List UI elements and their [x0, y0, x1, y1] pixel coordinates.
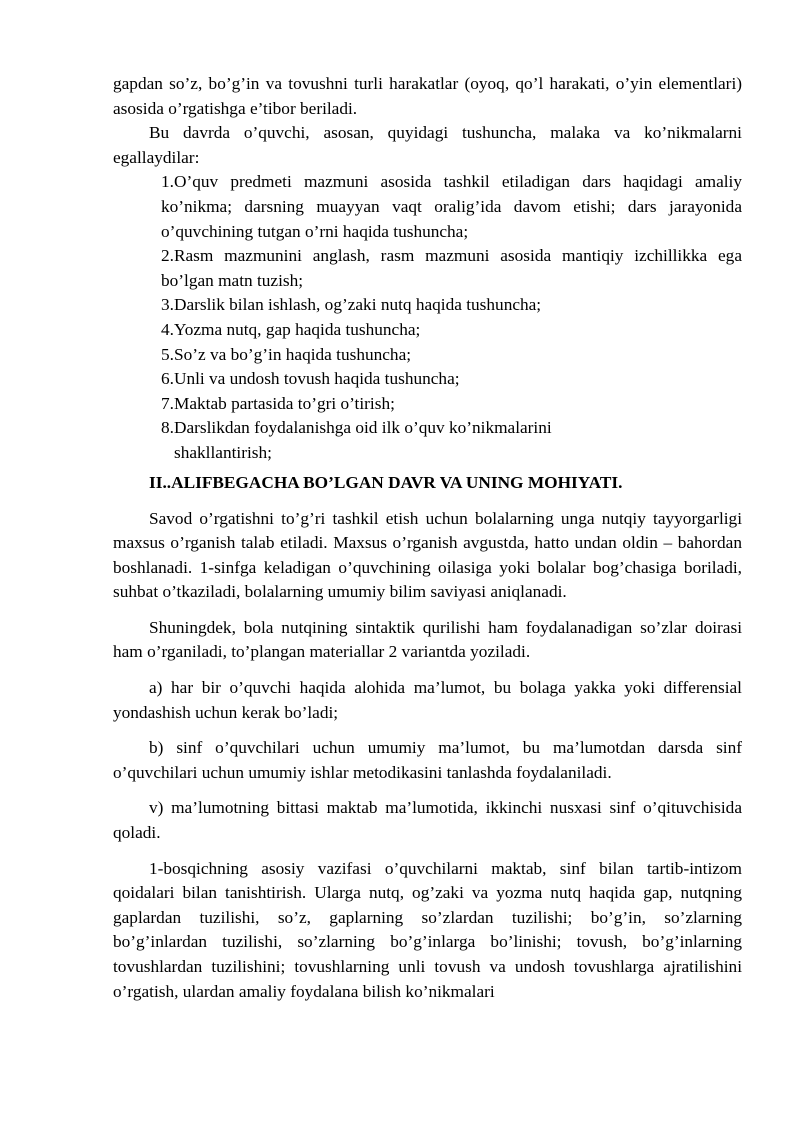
section-heading: II..ALIFBEGACHA BO’LGAN DAVR VA UNING MOHIYATI. [149, 472, 623, 492]
list-item: 1.O’quv predmeti mazmuni asosida tashkil etiladigan dars haqidagi amaliy ko’nikma; darsning muayyan vaqt oralig’ida davom etishi; dars jarayonida o’quvchining tutgan o’rni haqida tushuncha; [161, 172, 742, 241]
paragraph-6: 1-bosqichning asosiy vazifasi o’quvchilarni maktab, sinf bilan tartib-intizom qoidalari bilan tanishtirish. Ularga nutq, og’zaki va yozma nutq haqida gap, nutqning gaplardan tuzilishi, so’z, gaplarning so’zlardan tuzilishi; bo’g’in, so’zlarning bo’g’inlardan tuzilishi, so’zlarning bo’g’inlarga bo’linishi; tovush, bo’g’inlarning tovushlardan tuzilishini; tovushlarning unli tovush va undosh tovushlarga ajratilishini o’rgatish, ulardan amaliy foydalana bilish ko’nikmalari [113, 858, 742, 1001]
list-item: 3.Darslik bilan ishlash, og’zaki nutq haqida tushuncha; [161, 295, 542, 315]
skills-list [113, 170, 742, 465]
paragraph-1: Savod o’rgatishni to’g’ri tashkil etish uchun bolalarning unga nutqiy tayyorgarligi maxsus o’rganish talab etiladi. Maxsus o’rganish avgustda, hatto undan oldin – bahordan boshlanadi. 1-sinfga keladigan o’quvchining oilasiga yoki bolalar bog’chasiga boriladi, suhbat o’tkaziladi, bolalarning umumiy bilim saviyasi aniqlanadi. [113, 508, 742, 602]
list-item [161, 416, 742, 465]
paragraph-5: v) ma’lumotning bittasi maktab ma’lumotida, ikkinchi nusxasi sinf o’qituvchisida qoladi. [113, 798, 742, 843]
paragraph-continuation: gapdan so’z, bo’g’in va tovushni turli harakatlar (oyoq, qo’l harakati, o’yin elementlari) asosida o’rgatishga e’tibor beriladi. [113, 74, 742, 118]
list-item: 4.Yozma nutq, gap haqida tushuncha; [161, 319, 421, 339]
list-item: 2.Rasm mazmunini anglash, rasm mazmuni asosida mantiqiy izchillikka ega bo’lgan matn tuzish; [161, 246, 742, 290]
list-item-8-line2: shakllantirish; [174, 442, 272, 462]
paragraph-2: Shuningdek, bola nutqining sintaktik qurilishi ham foydalanadigan so’zlar doirasi ham o’rganiladi, to’plangan materiallar 2 variantda yoziladi. [113, 617, 742, 662]
list-item: 5.So’z va bo’g’in haqida tushuncha; [161, 344, 412, 364]
paragraph-4: b) sinf o’quvchilari uchun umumiy ma’lumot, bu ma’lumotdan darsda sinf o’quvchilari uchun umumiy ishlar metodikasini tanlashda foydalaniladi. [113, 738, 742, 782]
document-page [113, 72, 742, 1004]
list-item-8-line1: 8.Darslikdan foydalanishga oid ilk o’quv ko’nikmalarini [161, 418, 552, 438]
paragraph-intro: Bu davrda o’quvchi, asosan, quyidagi tushuncha, malaka va ko’nikmalarni egallaydilar: [113, 123, 742, 167]
list-item: 7.Maktab partasida to’gri o’tirish; [161, 393, 395, 413]
paragraph-3: a) har bir o’quvchi haqida alohida ma’lumot, bu bolaga yakka yoki differensial yondashish uchun kerak bo’ladi; [113, 678, 742, 722]
list-item: 6.Unli va undosh tovush haqida tushuncha; [161, 369, 460, 389]
